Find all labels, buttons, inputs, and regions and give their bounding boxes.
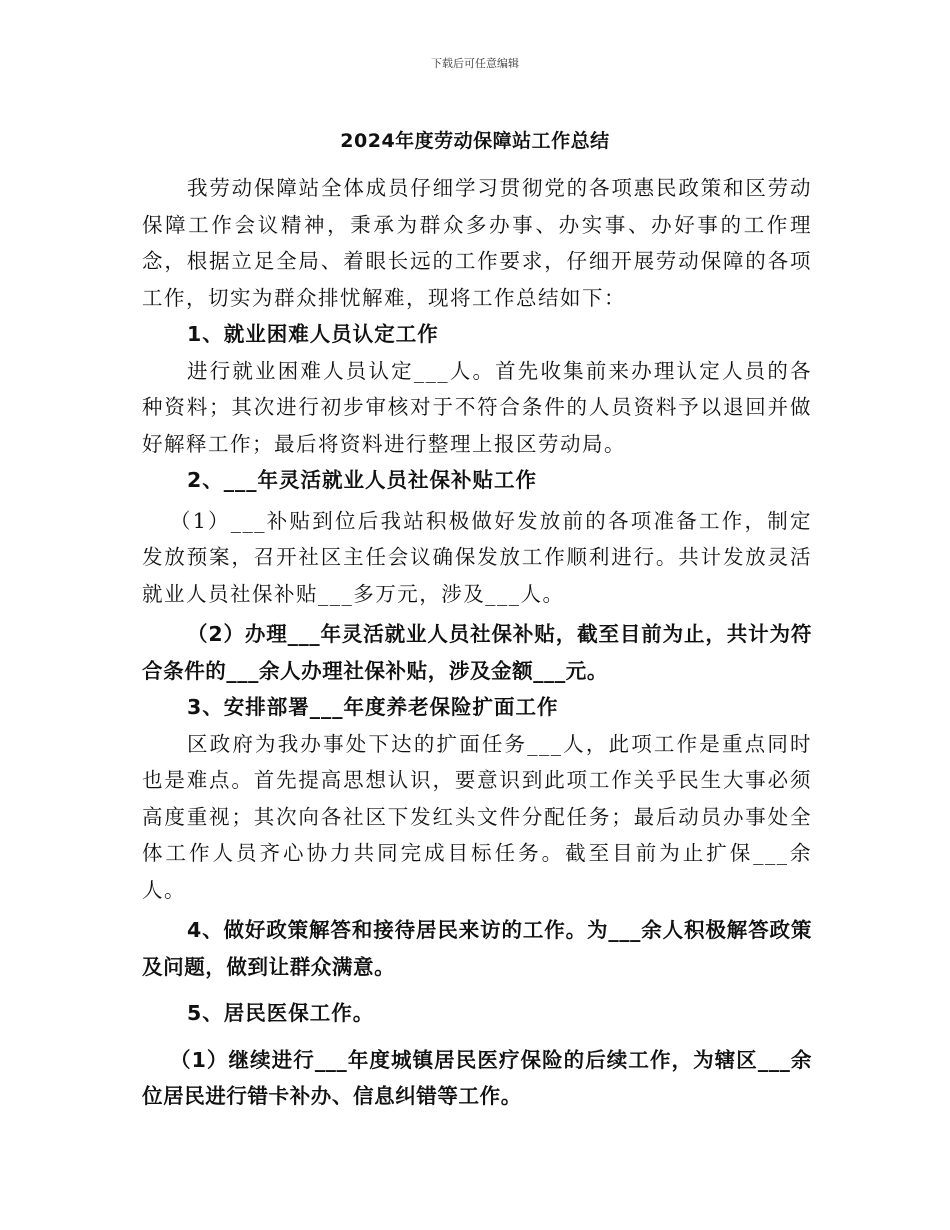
- section-2-paragraph-1: （1）___补贴到位后我站积极做好发放前的各项准备工作，制定发放预案，召开社区主任会议确保发放工作顺利进行。共计发放灵活就业人员社保补贴___多万元，涉及___人。: [142, 508, 812, 606]
- section-4-paragraph: 4、做好政策解答和接待居民来访的工作。为___余人积极解答政策及问题，做到让群众满意。: [142, 918, 812, 979]
- section-2-heading: 2、___年灵活就业人员社保补贴工作: [187, 468, 538, 492]
- section-5-heading: 5、居民医保工作。: [187, 1001, 375, 1025]
- intro-paragraph: 我劳动保障站全体成员仔细学习贯彻党的各项惠民政策和区劳动保障工作会议精神，秉承为群众多办事、办实事、办好事的工作理念，根据立足全局、着眼长远的工作要求，仔细开展劳动保障的各项工作，切实为群众排忧解难，现将工作总结如下：: [142, 176, 812, 310]
- section-1-paragraph: 进行就业困难人员认定___人。首先收集前来办理认定人员的各种资料；其次进行初步审核对于不符合条件的人员资料予以退回并做好解释工作；最后将资料进行整理上报区劳动局。: [142, 358, 812, 456]
- header-note: 下载后可任意编辑: [431, 57, 519, 70]
- section-3-heading: 3、安排部署___年度养老保险扩面工作: [187, 695, 559, 719]
- section-5-paragraph: （1）继续进行___年度城镇居民医疗保险的后续工作，为辖区___余位居民进行错卡补办、信息纠错等工作。: [142, 1047, 812, 1108]
- document-title: 2024年度劳动保障站工作总结: [340, 130, 610, 152]
- document-body: [142, 170, 812, 1115]
- section-2-paragraph-2: （2）办理___年灵活就业人员社保补贴，截至目前为止，共计为符合条件的___余人办理社保补贴，涉及金额___元。: [142, 622, 812, 683]
- section-3-paragraph: 区政府为我办事处下达的扩面任务___人，此项工作是重点同时也是难点。首先提高思想认识，要意识到此项工作关乎民生大事必须高度重视；其次向各社区下发红头文件分配任务；最后动员办事处全体工作人员齐心协力共同完成目标任务。截至目前为止扩保___余人。: [142, 731, 812, 902]
- section-1-heading: 1、就业困难人员认定工作: [187, 322, 439, 346]
